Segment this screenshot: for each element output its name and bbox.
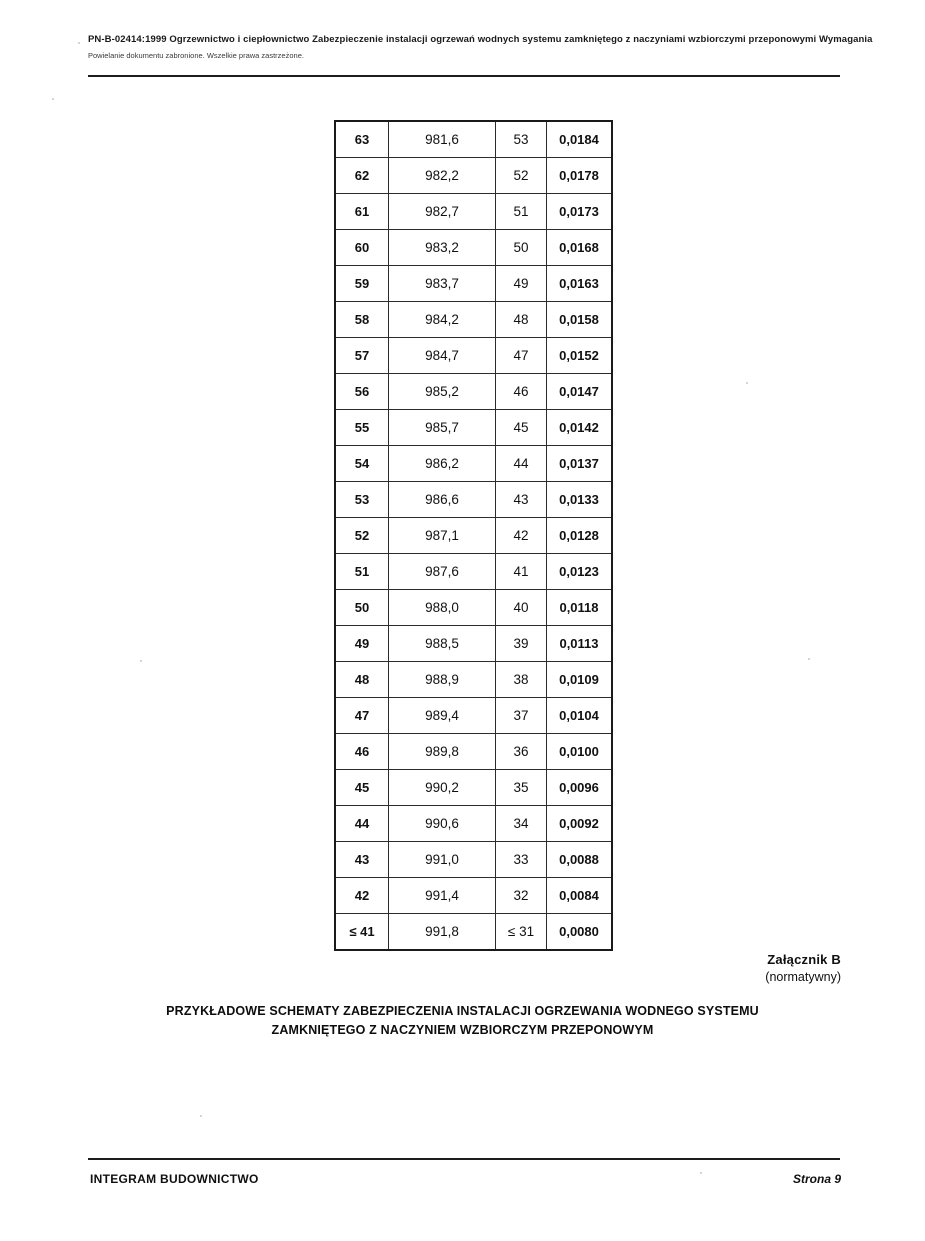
scan-speck [746,382,748,384]
table-row [335,770,612,806]
cell-col3: 34 [496,806,547,842]
cell-col1: 47 [335,698,389,734]
cell-col1: 59 [335,266,389,302]
cell-col3: 35 [496,770,547,806]
cell-col3: 47 [496,338,547,374]
table-row [335,842,612,878]
cell-col3: 32 [496,878,547,914]
cell-col1: 43 [335,842,389,878]
cell-col2: 986,2 [389,446,496,482]
cell-col1: 44 [335,806,389,842]
annex-heading [0,1002,925,1040]
cell-col3: 37 [496,698,547,734]
water-properties-table [334,120,613,951]
table-row [335,410,612,446]
cell-col1: 62 [335,158,389,194]
cell-col1: 58 [335,302,389,338]
cell-col1: 50 [335,590,389,626]
scan-speck [78,42,80,44]
annex-heading-line1: PRZYKŁADOWE SCHEMATY ZABEZPIECZENIA INSTALACJI OGRZEWANIA WODNEGO SYSTEMU [166,1004,759,1018]
cell-col2: 987,6 [389,554,496,590]
cell-col4: 0,0158 [547,302,613,338]
cell-col4: 0,0178 [547,158,613,194]
table-row [335,266,612,302]
scan-speck [140,660,142,662]
annex-title: Załącznik B [767,952,841,967]
cell-col1: 60 [335,230,389,266]
cell-col3: 48 [496,302,547,338]
cell-col4: 0,0100 [547,734,613,770]
cell-col2: 991,8 [389,914,496,951]
cell-col4: 0,0173 [547,194,613,230]
document-header [88,33,873,61]
cell-col4: 0,0163 [547,266,613,302]
cell-col3: 46 [496,374,547,410]
cell-col1: 45 [335,770,389,806]
cell-col4: 0,0088 [547,842,613,878]
cell-col3: 33 [496,842,547,878]
cell-col3: 49 [496,266,547,302]
table-row [335,914,612,951]
cell-col4: 0,0118 [547,590,613,626]
cell-col4: 0,0137 [547,446,613,482]
table-row [335,878,612,914]
cell-col3: 43 [496,482,547,518]
cell-col2: 990,2 [389,770,496,806]
cell-col2: 990,6 [389,806,496,842]
table-row [335,806,612,842]
cell-col3: 40 [496,590,547,626]
cell-col1: 46 [335,734,389,770]
cell-col2: 984,7 [389,338,496,374]
data-table-container [334,120,613,951]
annex-block [765,952,841,984]
scan-speck [52,98,54,100]
cell-col3: 41 [496,554,547,590]
footer-divider [88,1158,840,1160]
cell-col2: 987,1 [389,518,496,554]
cell-col3: 36 [496,734,547,770]
cell-col2: 991,4 [389,878,496,914]
cell-col2: 991,0 [389,842,496,878]
cell-col3: 45 [496,410,547,446]
annex-heading-line2: ZAMKNIĘTEGO Z NACZYNIEM WZBIORCZYM PRZEPONOWYM [271,1023,654,1037]
table-row [335,230,612,266]
cell-col2: 982,2 [389,158,496,194]
cell-col2: 986,6 [389,482,496,518]
table-row [335,734,612,770]
cell-col2: 988,0 [389,590,496,626]
table-row [335,554,612,590]
table-row [335,121,612,158]
table-body [335,121,612,950]
cell-col2: 985,2 [389,374,496,410]
cell-col2: 981,6 [389,121,496,158]
table-row [335,374,612,410]
table-row [335,338,612,374]
cell-col2: 985,7 [389,410,496,446]
cell-col2: 984,2 [389,302,496,338]
table-row [335,194,612,230]
cell-col3: 53 [496,121,547,158]
cell-col2: 989,4 [389,698,496,734]
cell-col4: 0,0142 [547,410,613,446]
cell-col4: 0,0147 [547,374,613,410]
cell-col4: 0,0092 [547,806,613,842]
table-row [335,518,612,554]
table-row [335,446,612,482]
cell-col4: 0,0104 [547,698,613,734]
cell-col1: 54 [335,446,389,482]
cell-col4: 0,0123 [547,554,613,590]
cell-col1: 51 [335,554,389,590]
cell-col2: 988,9 [389,662,496,698]
table-row [335,626,612,662]
scan-speck [808,658,810,660]
cell-col4: 0,0168 [547,230,613,266]
table-row [335,302,612,338]
cell-col4: 0,0096 [547,770,613,806]
table-row [335,482,612,518]
cell-col3: ≤ 31 [496,914,547,951]
cell-col4: 0,0113 [547,626,613,662]
cell-col3: 52 [496,158,547,194]
cell-col1: 61 [335,194,389,230]
cell-col1: 48 [335,662,389,698]
table-row [335,662,612,698]
table-row [335,698,612,734]
copyright-notice: Powielanie dokumentu zabronione. Wszelkie prawa zastrzeżone. [88,51,304,60]
cell-col2: 983,7 [389,266,496,302]
cell-col2: 988,5 [389,626,496,662]
footer-page-number: Strona 9 [792,1172,841,1186]
cell-col2: 983,2 [389,230,496,266]
cell-col4: 0,0109 [547,662,613,698]
cell-col3: 39 [496,626,547,662]
table-row [335,158,612,194]
cell-col3: 44 [496,446,547,482]
cell-col4: 0,0128 [547,518,613,554]
cell-col4: 0,0184 [547,121,613,158]
cell-col4: 0,0084 [547,878,613,914]
cell-col1: 42 [335,878,389,914]
footer-organisation: INTEGRAM BUDOWNICTWO [90,1172,259,1186]
scan-speck [700,1172,702,1174]
annex-subtitle: (normatywny) [765,970,841,984]
header-divider [88,75,840,77]
cell-col2: 982,7 [389,194,496,230]
cell-col4: 0,0133 [547,482,613,518]
standard-reference-line: PN-B-02414:1999 Ogrzewnictwo i ciepłownictwo Zabezpieczenie instalacji ogrzewań wodnych systemu zamkniętego z naczyniami wzbiorczymi przeponowymi Wymagania [88,34,873,45]
cell-col1: 56 [335,374,389,410]
cell-col3: 51 [496,194,547,230]
cell-col4: 0,0152 [547,338,613,374]
cell-col3: 42 [496,518,547,554]
table-row [335,590,612,626]
cell-col1: 49 [335,626,389,662]
cell-col1: ≤ 41 [335,914,389,951]
cell-col1: 53 [335,482,389,518]
scan-speck [200,1115,202,1117]
cell-col3: 50 [496,230,547,266]
cell-col4: 0,0080 [547,914,613,951]
cell-col1: 57 [335,338,389,374]
cell-col1: 63 [335,121,389,158]
cell-col1: 52 [335,518,389,554]
cell-col2: 989,8 [389,734,496,770]
cell-col1: 55 [335,410,389,446]
cell-col3: 38 [496,662,547,698]
